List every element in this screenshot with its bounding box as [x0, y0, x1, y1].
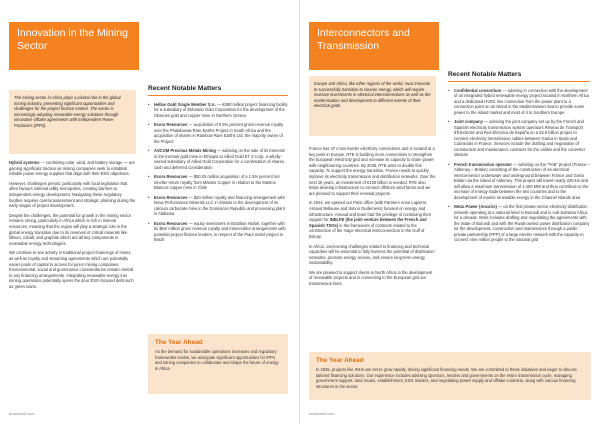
body-paragraph: We are pleased to support clients in North Africa in the development of renewable projects and in connecting to the European grid via transmission lines.: [309, 269, 433, 287]
page-title: Interconnectors and Transmission: [309, 22, 439, 70]
body-paragraph: Hybrid systems — combining solar, wind, and battery storage — are gaining significant traction as mining companies seek to establish reliable power energy supplies that align with their ESG objectives.: [9, 160, 135, 177]
intro-box: The mining sector in Africa plays a pivotal role in the global mining industry, presenting significant opportunities and challenges for the project finance market. The sector is increasingly adopting renewable energy solutions through innovative offtake agreements with Independent Power Producers (IPPs).: [9, 90, 136, 154]
body-paragraph: In 2024, we opened our Paris office (with Partners Anne Lapierre, Arnaud Bellaune and Simon Ouderness) focused on energy and infrastructure. Arnaud and team had the privilege of continuing their support for INELFE (the joint venture between the French and Spanish TSOs) in the framework of contracts related to the construction of the major electrical interconnection in the Gulf of Biscay.: [309, 200, 431, 239]
list-item: • ASCOM Precious Metals Mining — advising on the sale of its interests in the Kurmuk gold mine in Ethiopia to Allied Gold ET 2 Corp, a wholly-owned subsidiary of Allied Gold Corporation for a combination of shares, cash and deferred consideration: [148, 148, 288, 170]
list-item: • Ecora Resources — $20 million royalty and financing arrangement with Nova Performance Minerals LLC in relation to the development of its calcium carbonate mine in the Dominican Republic and processing plant in Alabama: [148, 195, 288, 217]
list-item: • Weza Power (Ancoris) — on the first private-sector electricity distribution network operating at a national level in Burundi and in sub-Saharan Africa for a decade. Work includes drafting and negotiating the agreements with the State of Burundi and with the Rwab-owned power distribution company for the development, construction and maintenance through a public-private partnership (PPP) of a large electric network with the capacity to connect nine million people to the national grid: [448, 204, 590, 243]
list-item: • Joint company — advising the joint company set up by the French and Spanish electricity transmission system operators Réseau de Transport d'Électricité and Red Eléctrica de España on a €2.8 billion project to connect electricity transmission cables between Gatica in Spain and Cubnezais in France. Services include the drafting and negotiation of construction and maintenance contracts for the cables and the converter stations: [448, 119, 590, 158]
list-item: • Ecora Resources — $50.25 million acquisition of a 1.5% percent net smelter return royalty from Mantos Copper in relation to the Mantos Blancos copper mine in Chile: [148, 174, 288, 191]
body-paragraph: France has 47 cross-border electricity connections and is located at a key point in Europe. RTE is building more connections to strengthen the European electricity grid and increase its capacity to share power with neighbouring countries. By 2035, RTE aims to double this capacity. To support the energy transition, France needs to quickly improve its electricity transmission and distribution networks. Over the next 15 years, an investment of €100 billion is needed. RTE also helps develop infrastructure to connect offshore wind farms and we are pleased to support their renewal projects.: [309, 146, 436, 196]
body-text: [9, 160, 136, 293]
year-ahead-text: In 2025, projects like INHA are set to grow rapidly, driving significant financing needs. We are committed to these initiatives and eager to discuss tailored financing solutions. Our experience includes advising sponsors, lenders and governments on the entire transmission cycle, managing government support, land issues, establishment, ESG matters, and negotiating power supply and offtake contracts, along with various financing structures in the sector.: [316, 367, 577, 389]
body-paragraph: Despite the challenges, the potential for growth in the mining sector remains strong, particularly in Africa which is rich in mineral resources, meaning that the region will play a strategic role in the global energy transition due to its reserves of critical minerals like lithium, cobalt, and graphite which are all key components in renewable energy technologies.: [9, 212, 131, 246]
list-item: • French transmission operator — advising on the "FAB" project (France – Alderney – Britain) consisting of the construction of an electrical interconnector underwater and underground between France and Great Britain via the island of Alderney. This project will travel nearly 220 km and will allow a maximum transmission of 1,400 MW and thus contribute to the increase of energy trade between the two countries and to the development of marine renewable energy in the Channel Islands area: [448, 162, 590, 201]
footer-url[interactable]: bracewell.com: [9, 411, 35, 416]
notable-matters: [448, 72, 590, 247]
intro-box: Europe and Africa, like other regions of the world, must innovate to successfully transition to cleaner energy, which will require massive investments in electrical interconnections as well as the modernisation and development to different extents of their electrical grids.: [309, 76, 436, 136]
footer-url[interactable]: bracewell.com: [309, 411, 335, 416]
year-ahead-box: [309, 352, 591, 400]
notable-heading: Recent Notable Matters: [148, 86, 288, 96]
list-item: • Ecora Resources — acquisition of 0.6% percent gross revenue royalty over the Phalaborwa Rare Earths Project in South Africa and the acquisition of shares in Rainbow Rare Earths Ltd, the majority owner of the Project: [148, 122, 288, 144]
page-title: Innovation in the Mining Sector: [9, 22, 139, 70]
right-page: [300, 0, 600, 424]
body-text: [309, 146, 436, 291]
notable-heading: Recent Notable Matters: [448, 72, 590, 82]
year-ahead-box: [148, 334, 288, 394]
year-ahead-title: The Year Ahead: [316, 357, 364, 364]
list-item: • Confidential consortium — advising in connection with the development of an integrated hybrid renewable energy project located in Northern Africa and a dedicated HVDC line connection from the power plant to a connection point on an island in the Mediterranean Sea to provide some power to the island market and most of it to Southern Europe: [448, 88, 590, 116]
notable-matters: [148, 86, 288, 247]
body-paragraph: In Africa, overcoming challenges related to financing and technical capacities will be essential to fully harness the potential of distribution networks, promote energy access, and ensure long-term energy sustainability.: [309, 243, 435, 266]
year-ahead-title: The Year Ahead: [155, 339, 203, 346]
list-item: • Hellas Gold Single Member S.A. — €380 million project financing facility for a subsidiary of Eldorado Gold Corporation for the development of the Skouries gold and copper mine in Northern Greece: [148, 102, 288, 119]
list-item: • Ecora Resources — equity investment in Brazilian Nickel, together with its $5m million gross revenue royalty and intercreditor arrangements with potential project finance lenders, in respect of the Piauí nickel project in Brazil: [148, 221, 288, 243]
body-paragraph: We continue to see activity in traditional project financings of mines, as well as royalty and streaming agreements which are potentially easier pools of capital to access for junior mining companies. Environmental, social and governance considerations remain central to any financing arrangements. Integrating renewable energy into mining operations potentially opens the door ESG-focused debt such as green loans.: [9, 250, 134, 289]
year-ahead-text: As the demand for sustainable operations increases and regulatory frameworks evolve, we anticipate significant opportunities for IPPs and mining companies to collaborate and shape the future of energy in Africa.: [155, 349, 279, 371]
body-paragraph: However, challenges persist, particularly with local legislation that often favours national utility monopolies, creating barriers to independent energy development. Navigating these regulatory hurdles requires careful assessment and strategic planning during the early stages of project development.: [9, 180, 136, 209]
